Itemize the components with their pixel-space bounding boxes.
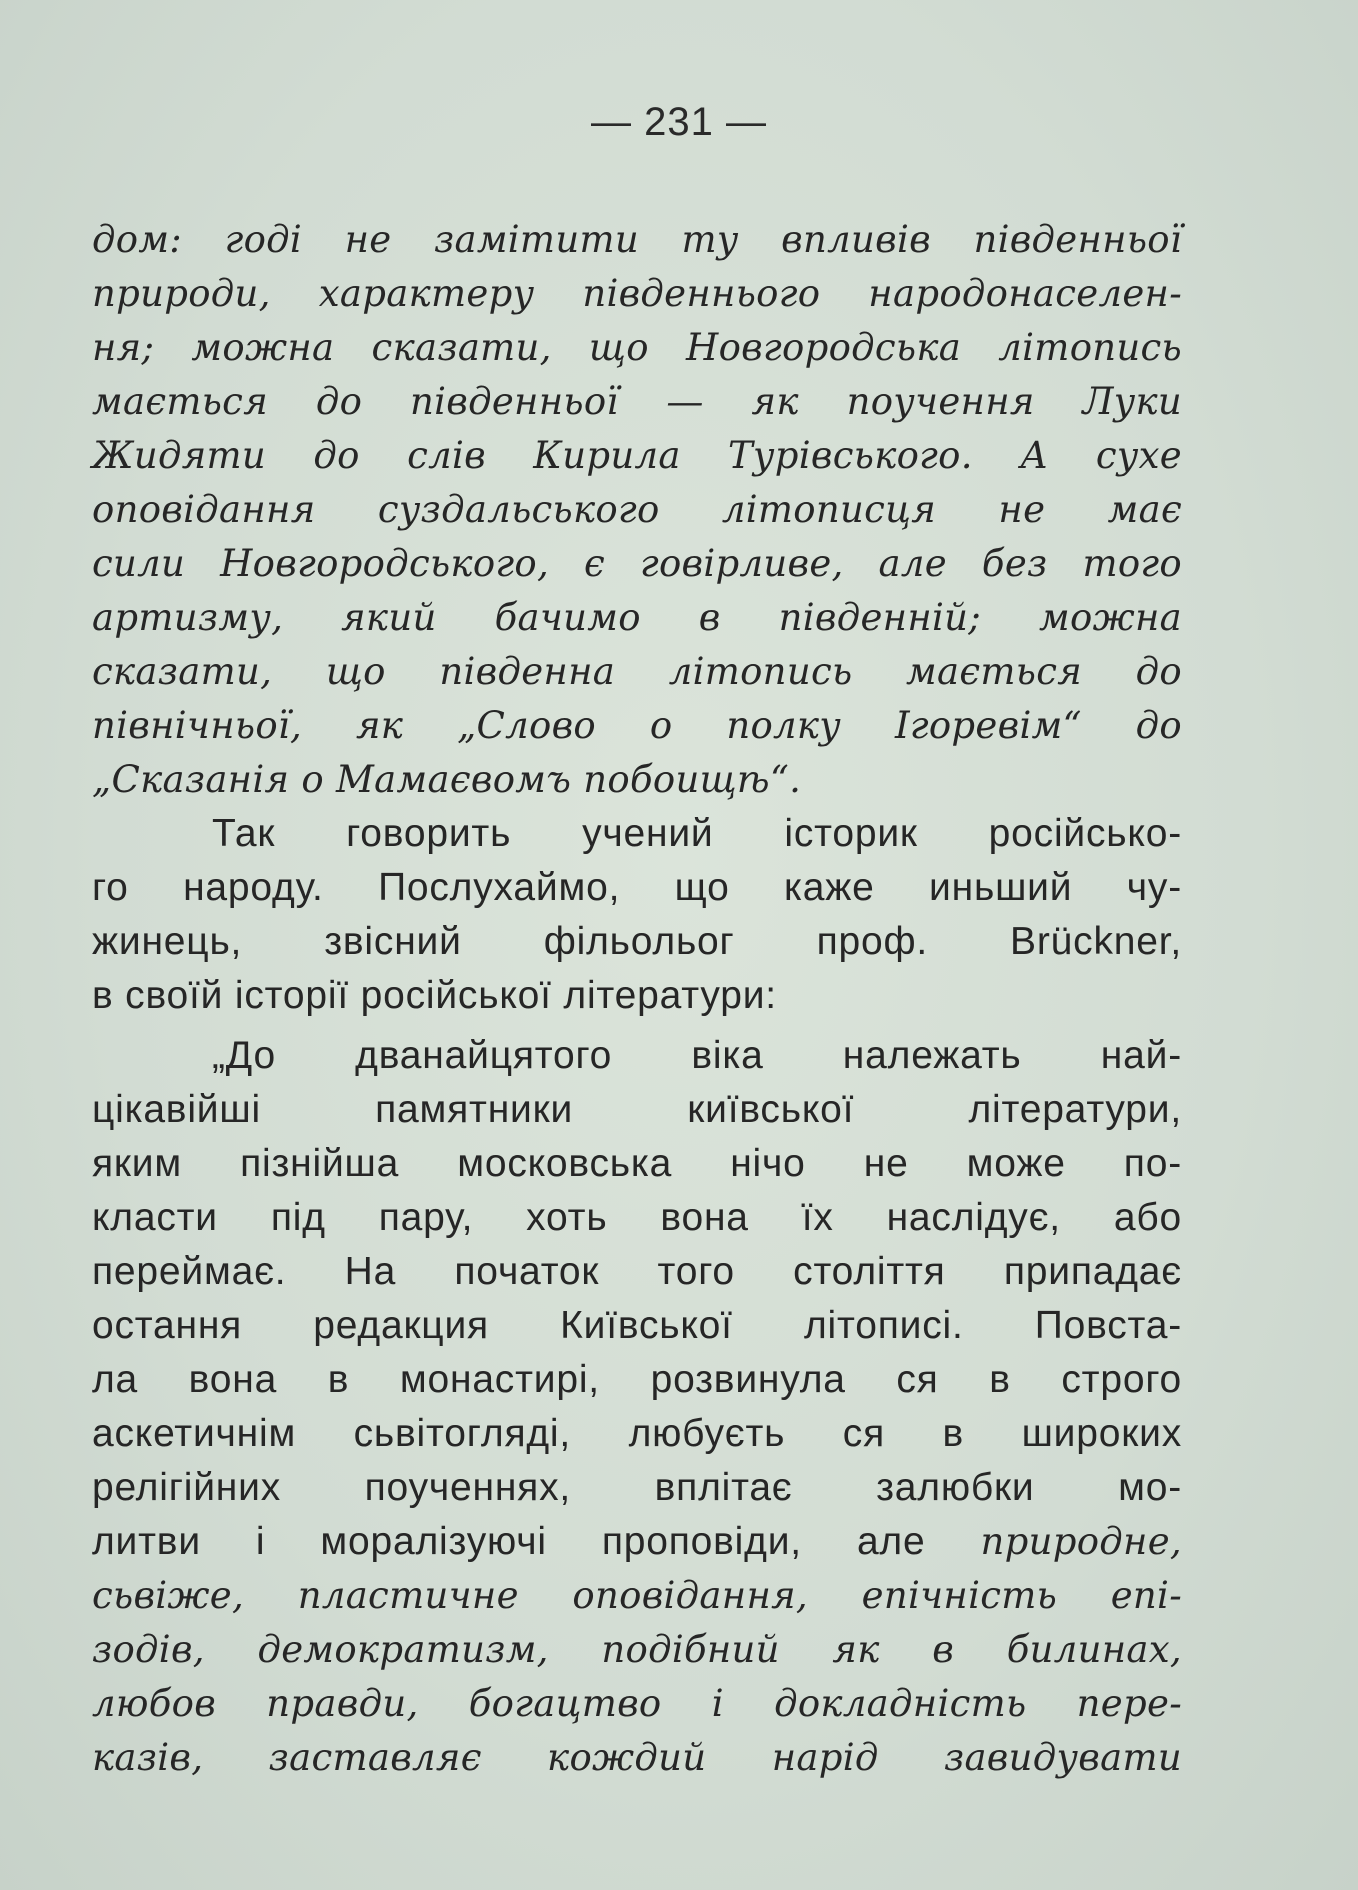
- text-line: любов правди, богацтво і докладність пере-: [92, 1682, 1182, 1725]
- text-line: зодів, демократизм, подібний як в билинах,: [92, 1628, 1182, 1671]
- paragraph-italic-quote: [92, 213, 1182, 807]
- text-line: артизму, який бачимо в південній; можна: [92, 596, 1182, 639]
- text-line: ла вона в монастирі, розвинула ся в строго: [92, 1358, 1182, 1401]
- text-line: сили Новгородського, є говірливе, але без того: [92, 542, 1182, 585]
- text-line: ня; можна сказати, що Новгородська літопись: [92, 326, 1182, 369]
- text-line: північньої, як „Слово о полку Ігоревім“ до: [92, 704, 1182, 747]
- text-line: „Сказанія о Мамаєвомъ побоищѣ“.: [92, 758, 802, 801]
- text-line: „До дванайцятого віка належать най-: [212, 1034, 1182, 1077]
- text-line: казів, заставляє кождий нарід завидувати: [92, 1736, 1182, 1779]
- text-line: жинець, звісний фільольог проф. Brückner,: [92, 920, 1182, 963]
- text-line: го народу. Послухаймо, що каже иньший чу-: [92, 866, 1182, 909]
- text-line: класти під пару, хоть вона їх наслідує, або: [92, 1196, 1182, 1239]
- text-line: аскетичнім сьвітогляді, любуєть ся в широких: [92, 1412, 1182, 1455]
- text-line: цікавійші памятники київської літератури,: [92, 1088, 1182, 1131]
- text-roman-segment: литви і моралізуючі проповіди, але: [92, 1520, 981, 1563]
- text-line: в своїй історії російської літератури:: [92, 974, 777, 1017]
- text-block: [92, 213, 1182, 1785]
- text-line: переймає. На початок того століття припадає: [92, 1250, 1182, 1293]
- text-italic-segment: природне,: [980, 1520, 1182, 1563]
- text-line: Так говорить учений історик російсько-: [212, 812, 1182, 855]
- paragraph-author-remark: [92, 807, 1182, 1023]
- text-line: мається до південньої — як поучення Луки: [92, 380, 1182, 423]
- text-line: сказати, що південна літопись мається до: [92, 650, 1182, 693]
- text-line: оповідання суздальського літописця не має: [92, 488, 1182, 531]
- text-line: остання редакция Київської літописі. Повста-: [92, 1304, 1182, 1347]
- text-line: дом: годі не замітити ту впливів південньої: [92, 218, 1182, 261]
- paragraph-bruckner-quote: [92, 1029, 1182, 1785]
- text-line: природи, характеру південнього народонаселен-: [92, 272, 1182, 315]
- text-line: Жидяти до слів Кирила Турівського. А сухе: [92, 434, 1182, 477]
- text-line: яким пізнійша московська нічо не може по-: [92, 1142, 1182, 1185]
- text-line: релігійних поученнях, вплітає залюбки мо-: [92, 1466, 1182, 1509]
- text-line: сьвіже, пластичне оповідання, епічність епі-: [92, 1574, 1182, 1617]
- text-line-mixed: [92, 1515, 1182, 1569]
- page-number: — 231 —: [591, 100, 767, 144]
